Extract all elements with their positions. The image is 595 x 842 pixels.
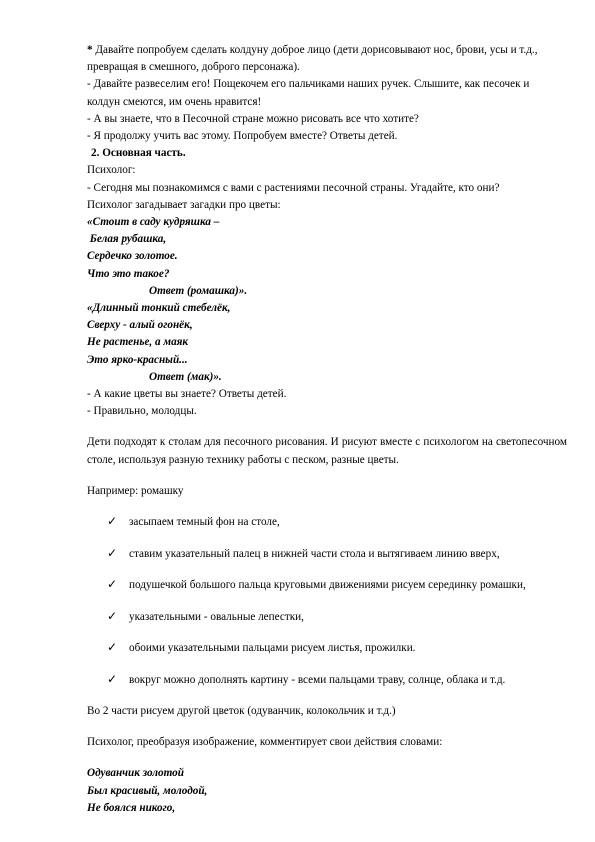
text-line: - А вы знаете, что в Песочной стране можно рисовать все что хотите? bbox=[87, 112, 419, 125]
riddle-line: Это ярко-красный... bbox=[87, 353, 188, 366]
riddle-line: Сердечко золотое. bbox=[87, 250, 178, 263]
poem-line: Был красивый, молодой, bbox=[87, 784, 208, 797]
text-line: - Давайте развеселим его! Пощекочем его пальчиками наших ручек. Слышите, как песочек и bbox=[87, 78, 530, 91]
checklist-item: ✓ обоими указательными пальцами рисуем листья, прожилки. bbox=[107, 640, 416, 655]
checkmark-icon: ✓ bbox=[107, 514, 118, 529]
spacer bbox=[87, 420, 567, 434]
riddle-answer: Ответ (ромашка)». bbox=[149, 284, 248, 297]
checkmark-icon: ✓ bbox=[107, 608, 118, 623]
spacer bbox=[87, 500, 567, 514]
text-line: - Сегодня мы познакомимся с вами с растениями песочной страны. Угадайте, кто они? bbox=[87, 181, 500, 194]
riddle-2 bbox=[87, 300, 567, 386]
text-line: Психолог загадывает загадки про цветы: bbox=[87, 198, 281, 211]
poem-line: Одуванчик золотой bbox=[87, 767, 184, 780]
riddle-line: Что это такое? bbox=[87, 267, 170, 280]
text-line: Психолог, преобразуя изображение, комментирует свои действия словами: bbox=[87, 736, 443, 749]
paragraph: Дети подходят к столам для песочного рисования. И рисуют вместе с психологом на светопесочном столе, используя разную технику работы с песком, разные цветы. bbox=[87, 436, 567, 466]
text-line: Психолог: bbox=[87, 164, 136, 177]
riddle-line: «Стоит в саду кудряшка – bbox=[87, 216, 220, 229]
spacer bbox=[87, 720, 567, 734]
text-line: превращая в смешного, доброго персонажа). bbox=[87, 61, 300, 74]
checklist-item: ✓ подушечкой большого пальца круговыми движениями рисуем серединку ромашки, bbox=[107, 577, 526, 592]
spacer bbox=[87, 751, 567, 765]
riddle-1 bbox=[87, 214, 567, 300]
poem-line: Не боялся никого, bbox=[87, 801, 176, 814]
riddle-line: Сверху - алый огонёк, bbox=[87, 319, 193, 332]
section-heading: 2. Основная часть. bbox=[91, 147, 186, 160]
document-page bbox=[87, 42, 567, 817]
checkmark-icon: ✓ bbox=[107, 577, 118, 592]
checklist-item: ✓ засыпаем темный фон на столе, bbox=[107, 514, 280, 529]
checklist-item: ✓ ставим указательный палец в нижней части стола и вытягиваем линию вверх, bbox=[107, 545, 500, 560]
text-line: колдун смеются, им очень нравится! bbox=[87, 95, 262, 108]
checkmark-icon: ✓ bbox=[107, 671, 118, 686]
asterisk-marker: * bbox=[87, 44, 96, 56]
riddle-line: «Длинный тонкий стебелёк, bbox=[87, 302, 231, 315]
poem bbox=[87, 765, 567, 817]
riddle-line: Белая рубашка, bbox=[87, 233, 167, 246]
text-line: - Я продолжу учить вас этому. Попробуем вместе? Ответы детей. bbox=[87, 130, 398, 143]
text-line: Во 2 части рисуем другой цветок (одуванчик, колокольчик и т.д.) bbox=[87, 705, 396, 718]
text-line: - Правильно, молодцы. bbox=[87, 405, 197, 418]
text-line: * Давайте попробуем сделать колдуну доброе лицо (дети дорисовывают нос, брови, усы и т.д., bbox=[87, 44, 538, 56]
checkmark-icon: ✓ bbox=[107, 640, 118, 655]
text-line: - А какие цветы вы знаете? Ответы детей. bbox=[87, 388, 287, 401]
checklist-item: ✓ вокруг можно дополнять картину - всеми пальцами траву, солнце, облака и т.д. bbox=[107, 671, 506, 686]
spacer bbox=[87, 469, 567, 483]
riddle-line: Не растенье, а маяк bbox=[87, 336, 189, 349]
checklist-item: ✓ указательными - овальные лепестки, bbox=[107, 608, 304, 623]
checkmark-icon: ✓ bbox=[107, 545, 118, 560]
riddle-answer: Ответ (мак)». bbox=[149, 370, 222, 383]
text-line: Например: ромашку bbox=[87, 484, 184, 497]
checklist bbox=[87, 514, 567, 703]
